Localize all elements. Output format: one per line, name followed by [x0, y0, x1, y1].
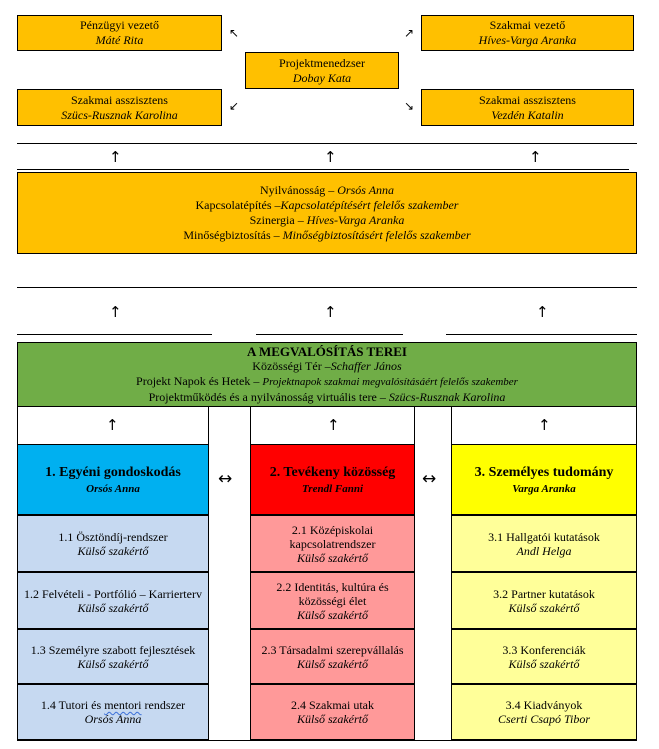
professional-lead-name: Híves-Varga Aranka — [478, 33, 577, 47]
venue-line: Projektműködés és a nyilvánosság virtuális tere – Szücs-Rusznak Karolina — [148, 390, 506, 404]
pillar-title: 3. Személyes tudomány — [474, 464, 614, 480]
assistant-left-box — [17, 89, 222, 126]
pillar-3-item: 3.4 Kiadványok Cserti Csapó Tibor — [451, 684, 637, 740]
venue-line: Közösségi Tér –Schaffer János — [252, 359, 402, 373]
professional-lead-box — [421, 15, 634, 51]
divider-line — [17, 334, 212, 335]
divider-line — [17, 740, 637, 741]
financial-lead-role: Pénzügyi vezető — [80, 18, 159, 32]
pillar-3-item: 3.3 Konferenciák Külső szakértő — [451, 629, 637, 684]
divider-line — [17, 169, 629, 170]
venues-box — [17, 342, 637, 407]
pillar-1-item: 1.3 Személyre szabott fejlesztések Külső szakértő — [17, 629, 209, 684]
arrow-up-icon: ↑ — [536, 303, 549, 321]
support-line: Kapcsolatépítés –Kapcsolatépítésért felelős szakember — [195, 198, 459, 212]
divider-line — [17, 287, 637, 288]
financial-lead-box — [17, 15, 222, 51]
pillar-3-header — [451, 444, 637, 515]
pillar-3-item: 3.2 Partner kutatások Külső szakértő — [451, 572, 637, 629]
arrow-up-icon: ↑ — [109, 303, 122, 321]
arrow-nw-icon: ↖ — [229, 26, 240, 40]
support-functions-box — [17, 172, 637, 254]
divider-line — [256, 334, 403, 335]
pillar-lead: Varga Aranka — [512, 482, 576, 495]
pillar-2-item: 2.2 Identitás, kultúra és közösségi élet Külső szakértő — [250, 572, 415, 629]
bidirectional-arrow-icon: ↔ — [218, 469, 233, 489]
project-manager-box — [245, 52, 399, 89]
arrow-up-icon: ↑ — [324, 303, 337, 321]
pillar-1-item: 1.4 Tutori és mentori rendszer Orsós Anna — [17, 684, 209, 740]
pillar-title: 1. Egyéni gondoskodás — [45, 464, 181, 480]
divider-line — [17, 143, 637, 144]
pillar-title: 2. Tevékeny közösség — [269, 464, 396, 480]
assistant-right-role: Szakmai asszisztens — [479, 92, 576, 107]
assistant-right-box — [421, 89, 634, 126]
pillar-1-item: 1.2 Felvételi - Portfólió – Karrierterv Külső szakértő — [17, 572, 209, 629]
support-line: Nyilvánosság – Orsós Anna — [259, 183, 395, 197]
assistant-left-role: Szakmai asszisztens — [71, 92, 168, 107]
pillar-3-item: 3.1 Hallgatói kutatások Andl Helga — [451, 515, 637, 572]
assistant-left-name: Szücs-Rusznak Karolina — [61, 107, 178, 122]
project-manager-name: Dobay Kata — [292, 70, 352, 85]
pillar-lead: Trendl Fanni — [301, 482, 364, 495]
arrow-se-icon: ↘ — [404, 99, 415, 113]
pillar-2-item: 2.1 Középiskolai kapcsolatrendszer Külső szakértő — [250, 515, 415, 572]
pillar-2-header — [250, 444, 415, 515]
project-manager-role: Projektmenedzser — [279, 55, 365, 70]
arrow-up-icon: ↑ — [538, 416, 551, 434]
support-line: Szinergia – Híves-Varga Aranka — [249, 213, 405, 227]
divider-line — [446, 334, 637, 335]
pillar-1-header — [17, 444, 209, 515]
pillar-lead: Orsós Anna — [86, 482, 140, 495]
pillar-2-item: 2.3 Társadalmi szerepvállalás Külső szakértő — [250, 629, 415, 684]
arrow-up-icon: ↑ — [324, 148, 337, 166]
venues-title: A MEGVALÓSÍTÁS TEREI — [247, 344, 407, 359]
bidirectional-arrow-icon: ↔ — [422, 469, 437, 489]
arrow-up-icon: ↑ — [109, 148, 122, 166]
arrow-up-icon: ↑ — [327, 416, 340, 434]
professional-lead-role: Szakmai vezető — [489, 18, 566, 32]
pillar-2-item: 2.4 Szakmai utak Külső szakértő — [250, 684, 415, 740]
venue-line: Projekt Napok és Hetek – Projektnapok szakmai megvalósításáért felelős szakember — [136, 374, 518, 388]
arrow-sw-icon: ↙ — [229, 99, 240, 113]
arrow-up-icon: ↑ — [106, 416, 119, 434]
arrow-up-icon: ↑ — [529, 148, 542, 166]
support-line: Minőségbiztosítás – Minőségbiztosításért felelős szakember — [183, 228, 471, 242]
assistant-right-name: Vezdén Katalin — [491, 107, 564, 122]
arrow-ne-icon: ↗ — [404, 26, 415, 40]
financial-lead-name: Máté Rita — [95, 33, 144, 47]
pillar-1-item: 1.1 Ösztöndíj-rendszer Külső szakértő — [17, 515, 209, 572]
